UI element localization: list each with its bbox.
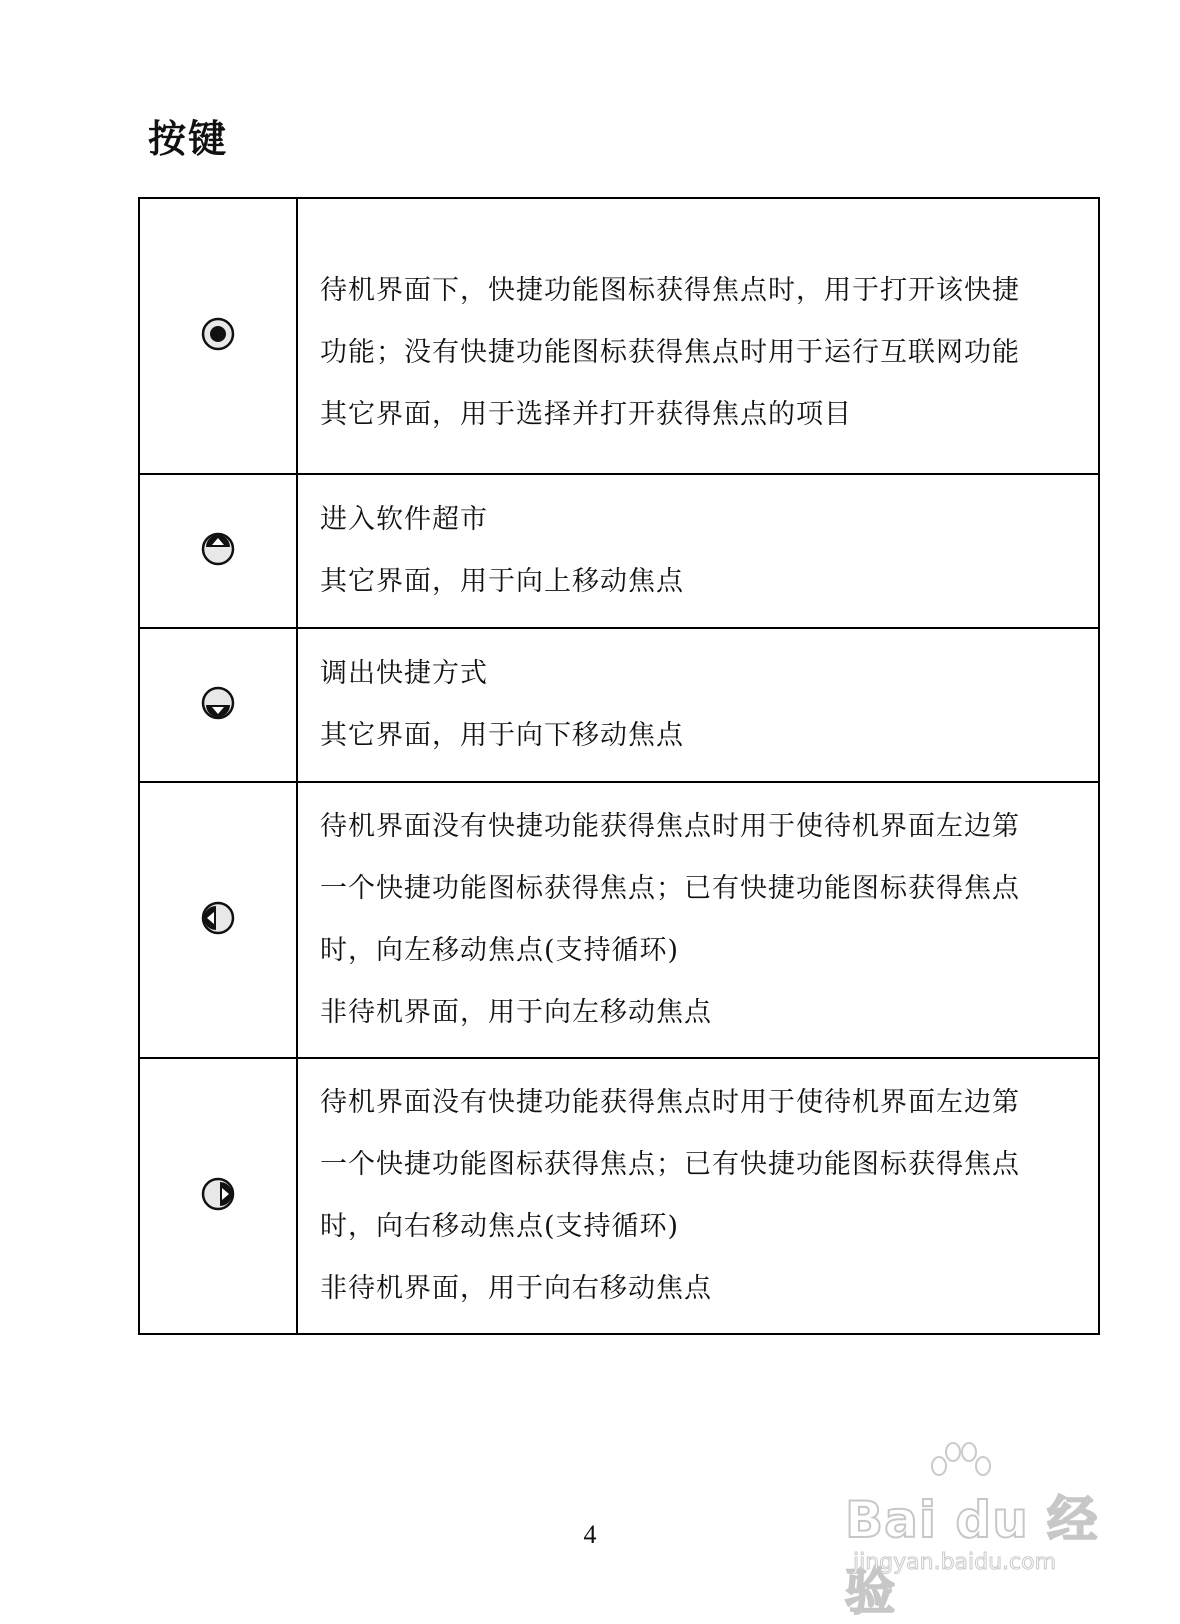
description-line: 时，向右移动焦点(支持循环)	[320, 1211, 680, 1242]
page-number: 4	[583, 1520, 597, 1549]
key-icon-cell	[139, 628, 297, 782]
description-line: 待机界面没有快捷功能获得焦点时用于使待机界面左边第	[320, 1087, 1020, 1118]
key-description	[297, 1058, 1099, 1334]
key-description	[297, 198, 1099, 474]
key-description	[297, 782, 1099, 1058]
description-line: 其它界面，用于选择并打开获得焦点的项目	[320, 399, 852, 430]
description-line: 功能；没有快捷功能图标获得焦点时用于运行互联网功能	[320, 337, 1020, 368]
description-line: 非待机界面，用于向左移动焦点	[320, 997, 712, 1028]
description-line: 其它界面，用于向下移动焦点	[320, 720, 684, 751]
description-line: 一个快捷功能图标获得焦点；已有快捷功能图标获得焦点	[320, 1149, 1020, 1180]
watermark-brand: Bai du 经验	[845, 1491, 1099, 1621]
down-key-icon	[201, 686, 235, 720]
left-key-icon	[201, 901, 235, 935]
key-description	[297, 628, 1099, 782]
table-row	[139, 1058, 1099, 1334]
key-icon-cell	[139, 474, 297, 628]
table-row	[139, 782, 1099, 1058]
description-line: 待机界面下，快捷功能图标获得焦点时，用于打开该快捷	[320, 275, 1020, 306]
baidu-watermark	[835, 1440, 1135, 1621]
key-function-table	[138, 197, 1100, 1335]
key-icon-cell	[139, 198, 297, 474]
section-heading: 按键	[148, 117, 229, 161]
description-line: 时，向左移动焦点(支持循环)	[320, 935, 680, 966]
description-line: 非待机界面，用于向右移动焦点	[320, 1273, 712, 1304]
ok-key-icon	[201, 317, 235, 351]
table-row	[139, 198, 1099, 474]
description-line: 待机界面没有快捷功能获得焦点时用于使待机界面左边第	[320, 811, 1020, 842]
description-line: 其它界面，用于向上移动焦点	[320, 566, 684, 597]
description-line: 进入软件超市	[320, 504, 488, 535]
key-description	[297, 474, 1099, 628]
right-key-icon	[201, 1177, 235, 1211]
key-icon-cell	[139, 1058, 297, 1334]
up-key-icon	[201, 532, 235, 566]
watermark-url: jingyan.baidu.com	[853, 1550, 1057, 1575]
table-row	[139, 474, 1099, 628]
key-icon-cell	[139, 782, 297, 1058]
table-row	[139, 628, 1099, 782]
description-line: 调出快捷方式	[320, 658, 488, 689]
description-line: 一个快捷功能图标获得焦点；已有快捷功能图标获得焦点	[320, 873, 1020, 904]
